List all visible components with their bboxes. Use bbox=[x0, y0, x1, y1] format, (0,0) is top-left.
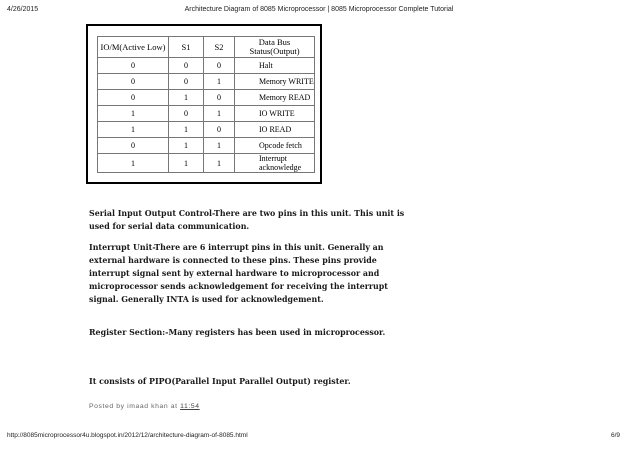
table-cell: Memory READ bbox=[235, 90, 315, 106]
serial-io-paragraph bbox=[89, 207, 405, 233]
table-row bbox=[98, 90, 315, 106]
table-row bbox=[98, 154, 315, 173]
paragraph-line: Interrupt Unit-There are 6 interrupt pins in this unit. Generally an bbox=[89, 243, 384, 252]
paragraph-line: Serial Input Output Control-There are two pins in this unit. This unit is bbox=[89, 209, 405, 218]
paragraph-line: used for serial data communication. bbox=[89, 222, 250, 231]
table-cell: 0 bbox=[204, 122, 235, 138]
paragraph-line: Register Section:-Many registers has been used in microprocessor. bbox=[89, 328, 386, 337]
table-row bbox=[98, 74, 315, 90]
table-cell: IO WRITE bbox=[235, 106, 315, 122]
table-row bbox=[98, 122, 315, 138]
table-cell: 0 bbox=[204, 90, 235, 106]
posted-by-text: Posted by imaad khan at bbox=[89, 403, 178, 410]
column-header-s1: S1 bbox=[169, 37, 204, 58]
table-cell: 1 bbox=[204, 154, 235, 173]
table-cell: 0 bbox=[169, 106, 204, 122]
table-cell: 1 bbox=[98, 106, 169, 122]
column-header-io-m: IO/M(Active Low) bbox=[98, 37, 169, 58]
table-cell: Interrupt acknowledge bbox=[235, 154, 315, 173]
signal-table-figure bbox=[86, 24, 322, 184]
table-cell: 1 bbox=[98, 154, 169, 173]
interrupt-unit-paragraph bbox=[89, 241, 389, 306]
table-cell: IO READ bbox=[235, 122, 315, 138]
paragraph-line: signal. Generally INTA is used for acknowledgement. bbox=[89, 295, 324, 304]
table-cell: 1 bbox=[98, 122, 169, 138]
table-row bbox=[98, 106, 315, 122]
table-cell: Opcode fetch bbox=[235, 138, 315, 154]
table-cell: 0 bbox=[98, 58, 169, 74]
table-cell: 0 bbox=[98, 138, 169, 154]
post-byline bbox=[89, 403, 200, 410]
table-cell: Memory WRITE bbox=[235, 74, 315, 90]
table-row bbox=[98, 138, 315, 154]
column-header-s2: S2 bbox=[204, 37, 235, 58]
table-cell: 0 bbox=[98, 74, 169, 90]
table-cell: 1 bbox=[204, 74, 235, 90]
print-page-number: 6/9 bbox=[610, 432, 620, 439]
paragraph-line: It consists of PIPO(Parallel Input Parallel Output) register. bbox=[89, 377, 351, 386]
paragraph-line: interrupt signal sent by external hardware to microprocessor and bbox=[89, 269, 380, 278]
table-cell: 1 bbox=[169, 90, 204, 106]
table-row bbox=[98, 58, 315, 74]
print-page-title: Architecture Diagram of 8085 Microprocessor | 8085 Microprocessor Complete Tutorial bbox=[184, 6, 454, 13]
table-cell: 1 bbox=[204, 106, 235, 122]
status-signal-table bbox=[97, 36, 315, 173]
table-cell: 0 bbox=[169, 58, 204, 74]
post-time-link[interactable]: 11:54 bbox=[180, 403, 200, 410]
table-cell: 1 bbox=[204, 138, 235, 154]
table-cell: Halt bbox=[235, 58, 315, 74]
column-header-data-bus-status: Data Bus Status(Output) bbox=[235, 37, 315, 58]
print-url: http://8085microprocessor4u.blogspot.in/2012/12/architecture-diagram-of-8085.html bbox=[7, 432, 248, 439]
table-cell: 0 bbox=[204, 58, 235, 74]
paragraph-line: microprocessor sends acknowledgement for receiving the interrupt bbox=[89, 282, 388, 291]
table-cell: 1 bbox=[169, 154, 204, 173]
table-cell: 1 bbox=[169, 122, 204, 138]
register-section-paragraph bbox=[89, 326, 389, 339]
table-cell: 0 bbox=[98, 90, 169, 106]
pipo-paragraph bbox=[89, 375, 389, 388]
paragraph-line: external hardware is connected to these pins. These pins provide bbox=[89, 256, 377, 265]
table-header-row bbox=[98, 37, 315, 58]
table-cell: 1 bbox=[169, 138, 204, 154]
print-date: 4/26/2015 bbox=[7, 6, 39, 13]
table-cell: 0 bbox=[169, 74, 204, 90]
